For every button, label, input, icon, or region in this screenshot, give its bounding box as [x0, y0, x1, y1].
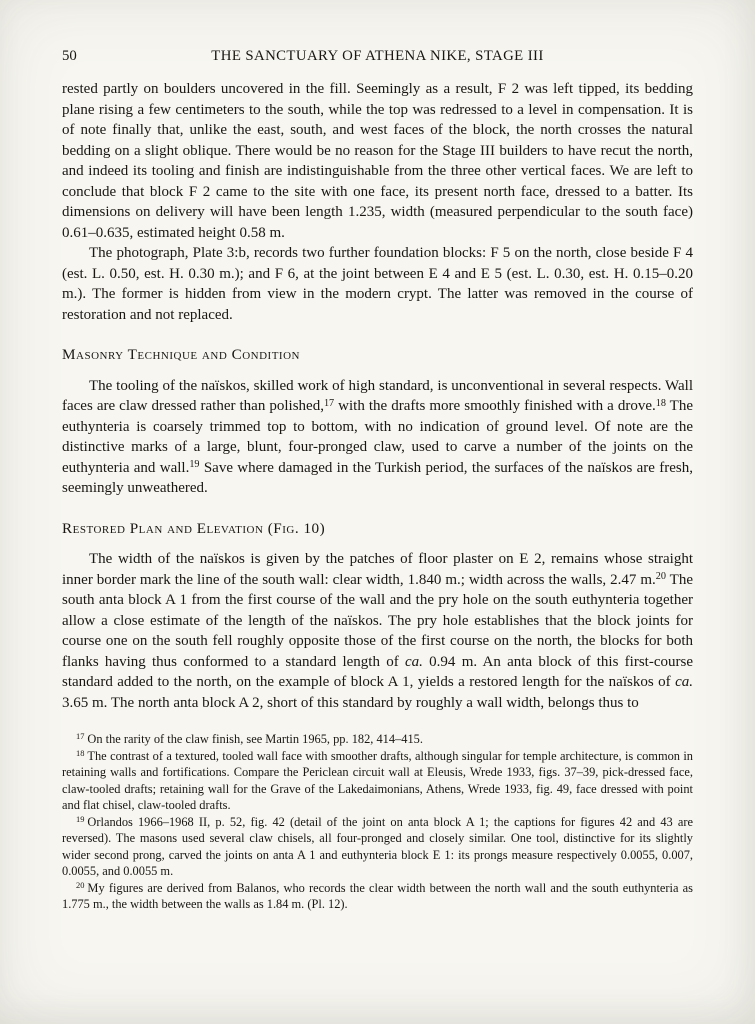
italic-text: ca. [675, 674, 693, 690]
footnote-19 [62, 814, 693, 880]
footnote-18-text: The contrast of a textured, tooled wall face with smoother drafts, although singular for temple architecture, is common in retaining walls and fortifications. Compare the Periclean circuit wall at Eleusis, Wrede 1933, figs. 37–39, pick-dressed face, claw-tooled drafts; retaining wall for the Grave of the Lakedaimonians, Athens, Wrede 1933, fig. 49, face dressed with point and flat chisel, claw-tooled drafts. [62, 748, 693, 812]
page-body [62, 79, 693, 713]
italic-text: ca. [404, 653, 423, 670]
footnote-20-number: 20 [76, 879, 85, 890]
page-header [62, 46, 693, 66]
paragraph-photograph-plate-3b: The photograph, Plate 3:b, records two further foundation blocks: F 5 on the north, close beside F 4 (est. L. 0.50, est. H. 0.30 m.); and F 6, at the joint between E 4 and E 5 (est. L. 0.30, est. H. 0.15–0.20 m.). The former is hidden from view in the modern crypt. The latter was removed in the course of restoration and not replaced. [62, 245, 693, 323]
page-number: 50 [62, 48, 77, 64]
footnotes-block [62, 731, 693, 913]
paragraph-foundation-block-f2: rested partly on boulders uncovered in the fill. Seemingly as a result, F 2 was left tipped, its bedding plane rising a few centimeters to the south, while the top was redressed to a level in compensation. It is of note finally that, unlike the east, south, and west faces of the block, the north crosses the natural bedding on a slight oblique. There would be no reason for the Stage III builders to have recut the north, and indeed its tooling and finish are indistinguishable from the three other vertical faces. We are left to conclude that block F 2 came to the site with one face, its present north face, dressed to a batter. Its dimensions on delivery will have been length 1.235, width (measured perpendicular to the south face) 0.61–0.635, estimated height 0.58 m. [62, 81, 693, 241]
footnote-18 [62, 748, 693, 814]
footnote-17-text: On the rarity of the claw finish, see Martin 1965, pp. 182, 414–415. [87, 732, 423, 746]
footnote-ref: 19 [189, 459, 200, 471]
footnote-17-number: 17 [76, 731, 85, 742]
footnote-18-number: 18 [76, 747, 85, 758]
footnote-ref: 20 [655, 571, 666, 583]
footnote-19-text: Orlandos 1966–1968 II, p. 52, fig. 42 (detail of the joint on anta block A 1; the captions for figures 42 and 43 are reversed). The masons used several claw chisels, all four-pronged and closely similar. One tool, distinctive for its slightly wider second prong, carved the joints on anta A 1 and euthynteria block E 1: its prongs measure respectively 0.0055, 0.007, 0.0055, and 0.0055 m. [62, 814, 693, 878]
footnote-ref: 17 [323, 397, 335, 409]
paragraph-width-naiskos: The width of the naïskos is given by the patches of floor plaster on E 2, remains whose straight inner border mark the line of the south wall: clear width, 1.840 m.; width across the walls, 2.47 m.$^{20}$ The south anta block A 1 from the first course of the wall and the pry hole on the south euthynteria together allow a close estimate of the length of the naïskos. The pry hole establishes that the block joints for course one on the south fell roughly opposite those of the first course on the north, the blocks for both flanks having thus conformed to a standard length of ca. 0.94 m. An anta block of this first-course standard added to the north, on the example of block A 1, yields a restored length for the naïskos of ca. 3.65 m. The north anta block A 2, short of this standard by roughly a wall width, belongs thus to [62, 551, 693, 711]
footnote-19-number: 19 [76, 813, 85, 824]
paragraph-tooling-naiskos: The tooling of the naïskos, skilled work of high standard, is unconventional in several respects. Wall faces are claw dressed rather than polished,$^{17}$ with the drafts more smoothly finished with a drove.$^{18}$ The euthynteria is coarsely trimmed top to bottom, with no indication of ground level. Of note are the distinctive marks of a large, blunt, four-pronged claw, used to carve a number of the joints on the euthynteria and wall.$^{19}$ Save where damaged in the Turkish period, the surfaces of the naïskos are fresh, seemingly unweathered. [62, 377, 693, 496]
section-heading-masonry-technique: Masonry Technique and Condition [62, 346, 300, 363]
footnote-ref: 18 [655, 397, 666, 409]
running-title: THE SANCTUARY OF ATHENA NIKE, STAGE III [211, 48, 544, 64]
footnote-20-text: My figures are derived from Balanos, who records the clear width between the north wall and the south euthynteria as 1.775 m., the width between the walls as 1.84 m. (Pl. 12). [62, 880, 693, 911]
footnote-20 [62, 880, 693, 913]
footnote-17 [62, 731, 693, 748]
section-heading-restored-plan: Restored Plan and Elevation (Fig. 10) [62, 519, 326, 537]
